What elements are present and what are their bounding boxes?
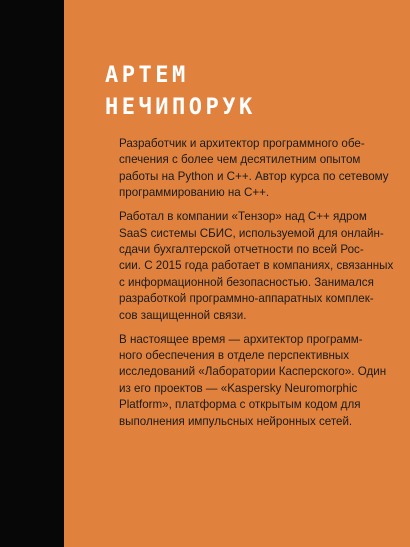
bio-paragraph [119, 332, 401, 430]
book-spine [0, 0, 64, 547]
bio-line: Работал в компании «Тензор» над C++ ядром [119, 210, 367, 224]
author-last-name: НЕЧИПОРУК [105, 95, 256, 120]
bio-paragraph [119, 209, 401, 324]
bio-line: программированию на C++. [119, 186, 270, 200]
bio-line: выполнения импульсных нейронных сетей. [119, 414, 353, 428]
bio-line: работы на Python и C++. Автор курса по сетевому [119, 169, 389, 183]
bio-paragraph [119, 136, 401, 202]
bio-line: спечения с более чем десятилетним опытом [119, 153, 361, 167]
author-bio [119, 136, 401, 438]
bio-line: сов защищенной связи. [119, 308, 247, 322]
back-cover [64, 0, 410, 547]
bio-line: разработкой программно-аппаратных комплек- [119, 292, 374, 306]
author-name [105, 60, 256, 124]
bio-line: сдачи бухгалтерской отчетности по всей Рос- [119, 243, 364, 257]
bio-line: сии. С 2015 года работает в компаниях, связанных [119, 259, 394, 273]
bio-line: В настоящее время — архитектор программ- [119, 332, 363, 346]
bio-line: Platform», платформа с открытым кодом для [119, 398, 361, 412]
author-first-name: АРТЕМ [105, 63, 189, 88]
bio-line: из его проектов — «Kaspersky Neuromorphic [119, 381, 358, 395]
bio-line: ного обеспечения в отделе перспективных [119, 349, 350, 363]
bio-line: Разработчик и архитектор программного обе- [119, 137, 365, 150]
bio-line: SaaS системы СБИС, используемой для онлайн- [119, 226, 384, 240]
bio-line: исследований «Лаборатории Касперского». Один [119, 365, 387, 379]
bio-line: с информационной безопасностью. Занимался [119, 275, 374, 289]
